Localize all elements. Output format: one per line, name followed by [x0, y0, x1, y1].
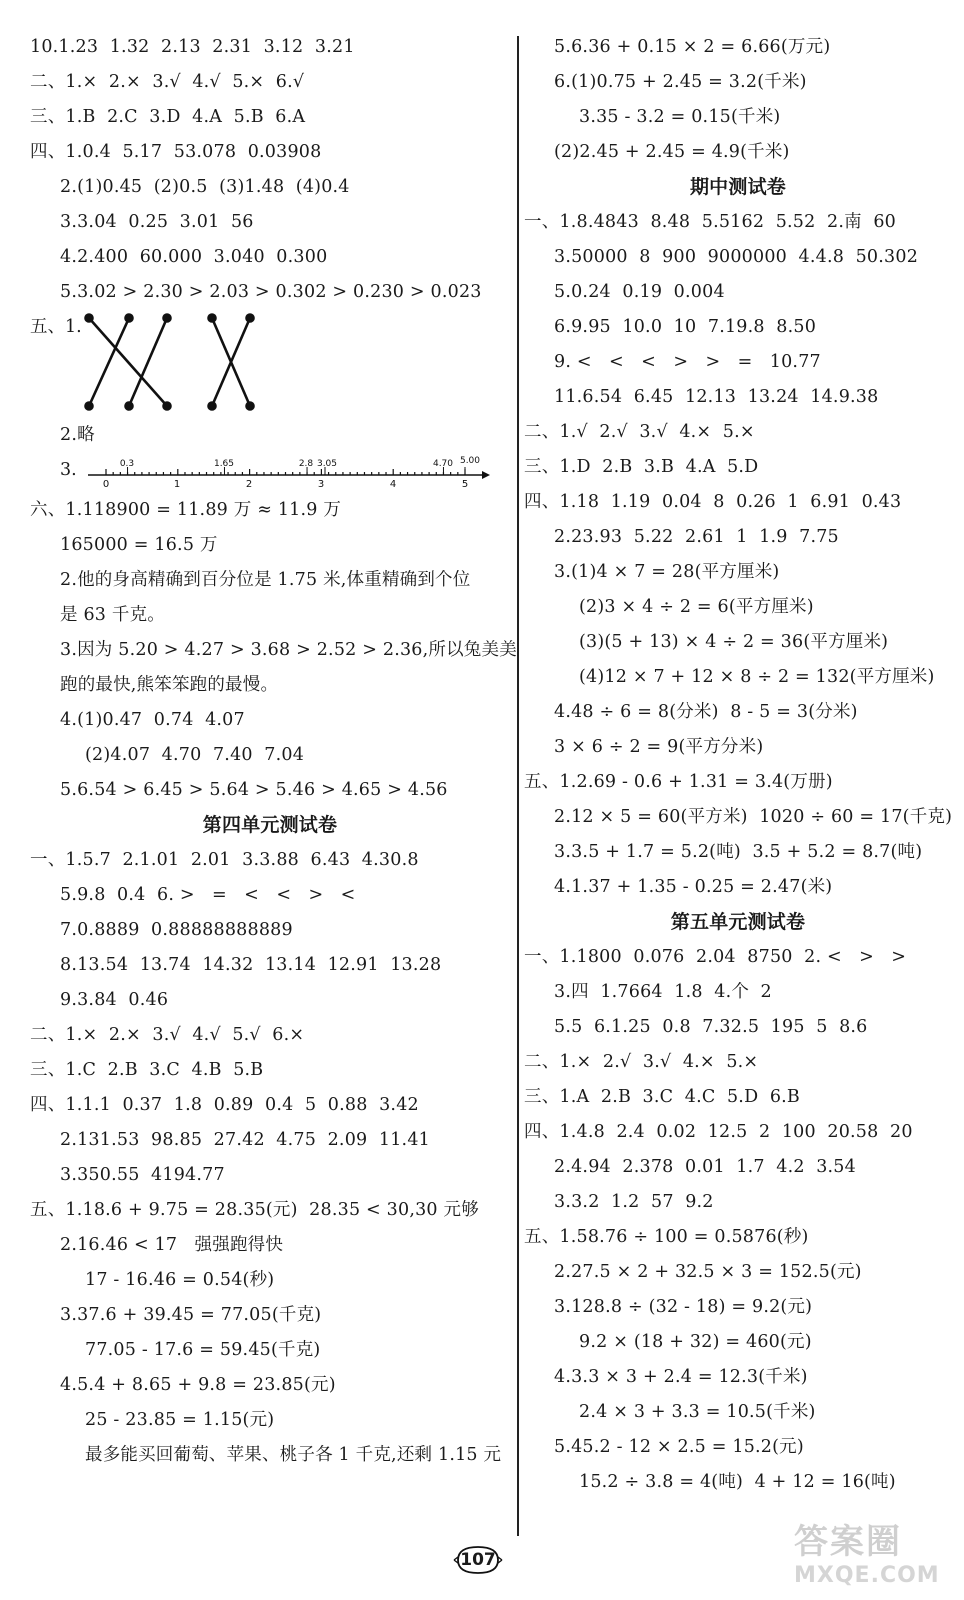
answer-line: (2)2.45 + 2.45 = 4.9(千米)	[554, 142, 790, 162]
answer-line: (2)4.07 4.70 7.40 7.04	[85, 745, 305, 765]
answer-line: 3.35 - 3.2 = 0.15(千米)	[579, 107, 781, 127]
answer-line: 8.13.54 13.74 14.32 13.14 12.91 13.28	[60, 955, 442, 975]
section-heading-unit5: 第五单元测试卷	[670, 911, 806, 933]
answer-line: 3.128.8 ÷ (32 - 18) = 9.2(元)	[554, 1297, 813, 1317]
page-number	[452, 1543, 504, 1577]
answer-line: 5.9.8 0.4 6. > = < < > <	[60, 885, 356, 905]
answer-line: 2.4 × 3 + 3.3 = 10.5(千米)	[579, 1402, 816, 1422]
dot	[126, 403, 133, 410]
answer-line: 跑的最快,熊笨笨跑的最慢。	[60, 675, 279, 695]
answer-line: 165000 = 16.5 万	[60, 535, 218, 555]
answer-line: 三、1.A 2.B 3.C 4.C 5.D 6.B	[524, 1087, 800, 1107]
answer-line: 最多能买回葡萄、苹果、桃子各 1 千克,还剩 1.15 元	[85, 1445, 502, 1465]
answer-line: 4.2.400 60.000 3.040 0.300	[60, 247, 328, 267]
answer-line: 3.37.6 + 39.45 = 77.05(千克)	[60, 1305, 322, 1325]
answer-line: 2.他的身高精确到百分位是 1.75 米,体重精确到个位	[60, 570, 471, 590]
tick-label: 2	[245, 479, 253, 490]
answer-line: 2.(1)0.45 (2)0.5 (3)1.48 (4)0.4	[60, 177, 350, 197]
answer-line: 9.3.84 0.46	[60, 990, 169, 1010]
answer-line: 3.四 1.7664 1.8 4.个 2	[554, 982, 772, 1002]
answer-line: 2.12 × 5 = 60(平方米) 1020 ÷ 60 = 17(千克)	[554, 807, 953, 827]
answer-line: 五、1.18.6 + 9.75 = 28.35(元) 28.35 < 30,30 元够	[30, 1200, 479, 1220]
answer-line: 4.(1)0.47 0.74 4.07	[60, 710, 245, 730]
dot	[164, 403, 171, 410]
answer-line: 一、1.1800 0.076 2.04 8750 2. < > >	[524, 947, 907, 967]
answer-line: 10.1.23 1.32 2.13 2.31 3.12 3.21	[30, 37, 355, 57]
mark-label: 2.8	[298, 459, 314, 469]
answer-line: (3)(5 + 13) × 4 ÷ 2 = 36(平方厘米)	[579, 632, 889, 652]
answer-line: 17 - 16.46 = 0.54(秒)	[85, 1270, 275, 1290]
answer-line: 9. < < < > > = 10.77	[554, 352, 821, 372]
number-line-figure	[30, 453, 510, 493]
answer-line: 五、1.2.69 - 0.6 + 1.31 = 3.4(万册)	[524, 772, 833, 792]
connecting-line	[129, 318, 167, 406]
answer-line: 11.6.54 6.45 12.13 13.24 14.9.38	[554, 387, 879, 407]
answer-line: 3.3.04 0.25 3.01 56	[60, 212, 254, 232]
answer-line: 二、1.× 2.√ 3.√ 4.× 5.×	[524, 1052, 759, 1072]
answer-line: 四、1.1.1 0.37 1.8 0.89 0.4 5 0.88 3.42	[30, 1095, 419, 1115]
tick-label: 3	[317, 479, 325, 490]
watermark-title: 答案圈	[794, 1522, 902, 1562]
answer-line: 是 63 千克。	[60, 605, 165, 625]
dot	[209, 315, 216, 322]
matching-lines-diagram	[30, 310, 510, 418]
answer-line: 三、1.D 2.B 3.B 4.A 5.D	[524, 457, 759, 477]
mark-label: 5.00	[459, 456, 481, 466]
section-heading-unit4: 第四单元测试卷	[202, 814, 338, 836]
answer-line: 2.16.46 < 17 强强跑得快	[60, 1235, 284, 1255]
answer-line: 二、1.× 2.× 3.√ 4.√ 5.√ 6.×	[30, 1025, 305, 1045]
number-line	[30, 453, 510, 493]
answer-line: 5.0.24 0.19 0.004	[554, 282, 725, 302]
answer-line: 一、1.5.7 2.1.01 2.01 3.3.88 6.43 4.30.8	[30, 850, 419, 870]
answer-line: 25 - 23.85 = 1.15(元)	[85, 1410, 275, 1430]
answer-line: 三、1.C 2.B 3.C 4.B 5.B	[30, 1060, 264, 1080]
answer-line: 3.350.55 4194.77	[60, 1165, 225, 1185]
answer-line: 4.1.37 + 1.35 - 0.25 = 2.47(米)	[554, 877, 833, 897]
answer-line: 5.6.36 + 0.15 × 2 = 6.66(万元)	[554, 37, 831, 57]
tick-label: 5	[461, 479, 469, 490]
answer-line: 二、1.√ 2.√ 3.√ 4.× 5.×	[524, 422, 755, 442]
mark-label: 3.05	[316, 459, 338, 469]
answer-line: 2.27.5 × 2 + 32.5 × 3 = 152.5(元)	[554, 1262, 862, 1282]
section-heading-midterm: 期中测试卷	[689, 176, 786, 198]
answer-line: 4.48 ÷ 6 = 8(分米) 8 - 5 = 3(分米)	[554, 702, 858, 722]
answer-line: (2)3 × 4 ÷ 2 = 6(平方厘米)	[579, 597, 814, 617]
answer-line: 3.(1)4 × 7 = 28(平方厘米)	[554, 562, 780, 582]
tick-label: 1	[173, 479, 181, 490]
answer-line: 6.9.95 10.0 10 7.19.8 8.50	[554, 317, 817, 337]
tick-label: 0	[102, 479, 110, 490]
dot	[209, 403, 216, 410]
answer-line: 3.50000 8 900 9000000 4.4.8 50.302	[554, 247, 919, 267]
answer-line: 五、1.58.76 ÷ 100 = 0.5876(秒)	[524, 1227, 809, 1247]
answer-line: 6.(1)0.75 + 2.45 = 3.2(千米)	[554, 72, 807, 92]
dot	[86, 315, 93, 322]
matching-figure	[30, 310, 510, 418]
answer-line: 四、1.18 1.19 0.04 8 0.26 1 6.91 0.43	[524, 492, 902, 512]
answer-line: 77.05 - 17.6 = 59.45(千克)	[85, 1340, 321, 1360]
column-divider	[517, 36, 519, 1536]
mark-label: 0.3	[119, 459, 135, 469]
dot	[164, 315, 171, 322]
dot	[247, 315, 254, 322]
answer-line: 3.因为 5.20 > 4.27 > 3.68 > 2.52 > 2.36,所以兔美美	[60, 640, 517, 660]
connecting-line	[89, 318, 167, 406]
answer-line: 2.131.53 98.85 27.42 4.75 2.09 11.41	[60, 1130, 430, 1150]
answer-line: 四、1.4.8 2.4 0.02 12.5 2 100 20.58 20	[524, 1122, 913, 1142]
answer-line: 4.3.3 × 3 + 2.4 = 12.3(千米)	[554, 1367, 808, 1387]
answer-line: 3.3.5 + 1.7 = 5.2(吨) 3.5 + 5.2 = 8.7(吨)	[554, 842, 923, 862]
dot	[126, 315, 133, 322]
answer-line: 3 × 6 ÷ 2 = 9(平方分米)	[554, 737, 764, 757]
answer-line: 5.45.2 - 12 × 2.5 = 15.2(元)	[554, 1437, 804, 1457]
watermark-site: MXQE.COM	[794, 1563, 940, 1588]
answer-line: 2.23.93 5.22 2.61 1 1.9 7.75	[554, 527, 839, 547]
dot	[86, 403, 93, 410]
answer-line: 2.4.94 2.378 0.01 1.7 4.2 3.54	[554, 1157, 856, 1177]
answer-line: 三、1.B 2.C 3.D 4.A 5.B 6.A	[30, 107, 306, 127]
right-column	[524, 30, 952, 1500]
figure-label: 五、1.	[30, 317, 82, 337]
answer-line: 7.0.8889 0.88888888889	[60, 920, 293, 940]
mark-label: 1.65	[213, 459, 235, 469]
answer-line: 二、1.× 2.× 3.√ 4.√ 5.× 6.√	[30, 72, 305, 92]
answer-line: (4)12 × 7 + 12 × 8 ÷ 2 = 132(平方厘米)	[579, 667, 935, 687]
connecting-line	[89, 318, 129, 406]
answer-line: 一、1.8.4843 8.48 5.5162 5.52 2.南 60	[524, 212, 896, 232]
answer-line: 5.6.54 > 6.45 > 5.64 > 5.46 > 4.65 > 4.56	[60, 780, 448, 800]
page-number-text: 107	[460, 1550, 496, 1570]
answer-line: 四、1.0.4 5.17 53.078 0.03908	[30, 142, 322, 162]
answer-line: 4.5.4 + 8.65 + 9.8 = 23.85(元)	[60, 1375, 336, 1395]
answer-line: 六、1.118900 = 11.89 万 ≈ 11.9 万	[30, 500, 342, 520]
answer-line: 9.2 × (18 + 32) = 460(元)	[579, 1332, 812, 1352]
answer-line: 5.5 6.1.25 0.8 7.32.5 195 5 8.6	[554, 1017, 868, 1037]
left-column	[30, 30, 517, 1473]
answer-line: 3.3.2 1.2 57 9.2	[554, 1192, 714, 1212]
number-line-label: 3.	[60, 460, 77, 480]
answer-line: 5.3.02 > 2.30 > 2.03 > 0.302 > 0.230 > 0.023	[60, 282, 482, 302]
answer-line: 2.略	[60, 425, 95, 445]
dot	[247, 403, 254, 410]
tick-label: 4	[389, 479, 397, 490]
answer-line: 15.2 ÷ 3.8 = 4(吨) 4 + 12 = 16(吨)	[579, 1472, 896, 1492]
watermark	[794, 1514, 954, 1592]
mark-label: 4.70	[432, 459, 454, 469]
